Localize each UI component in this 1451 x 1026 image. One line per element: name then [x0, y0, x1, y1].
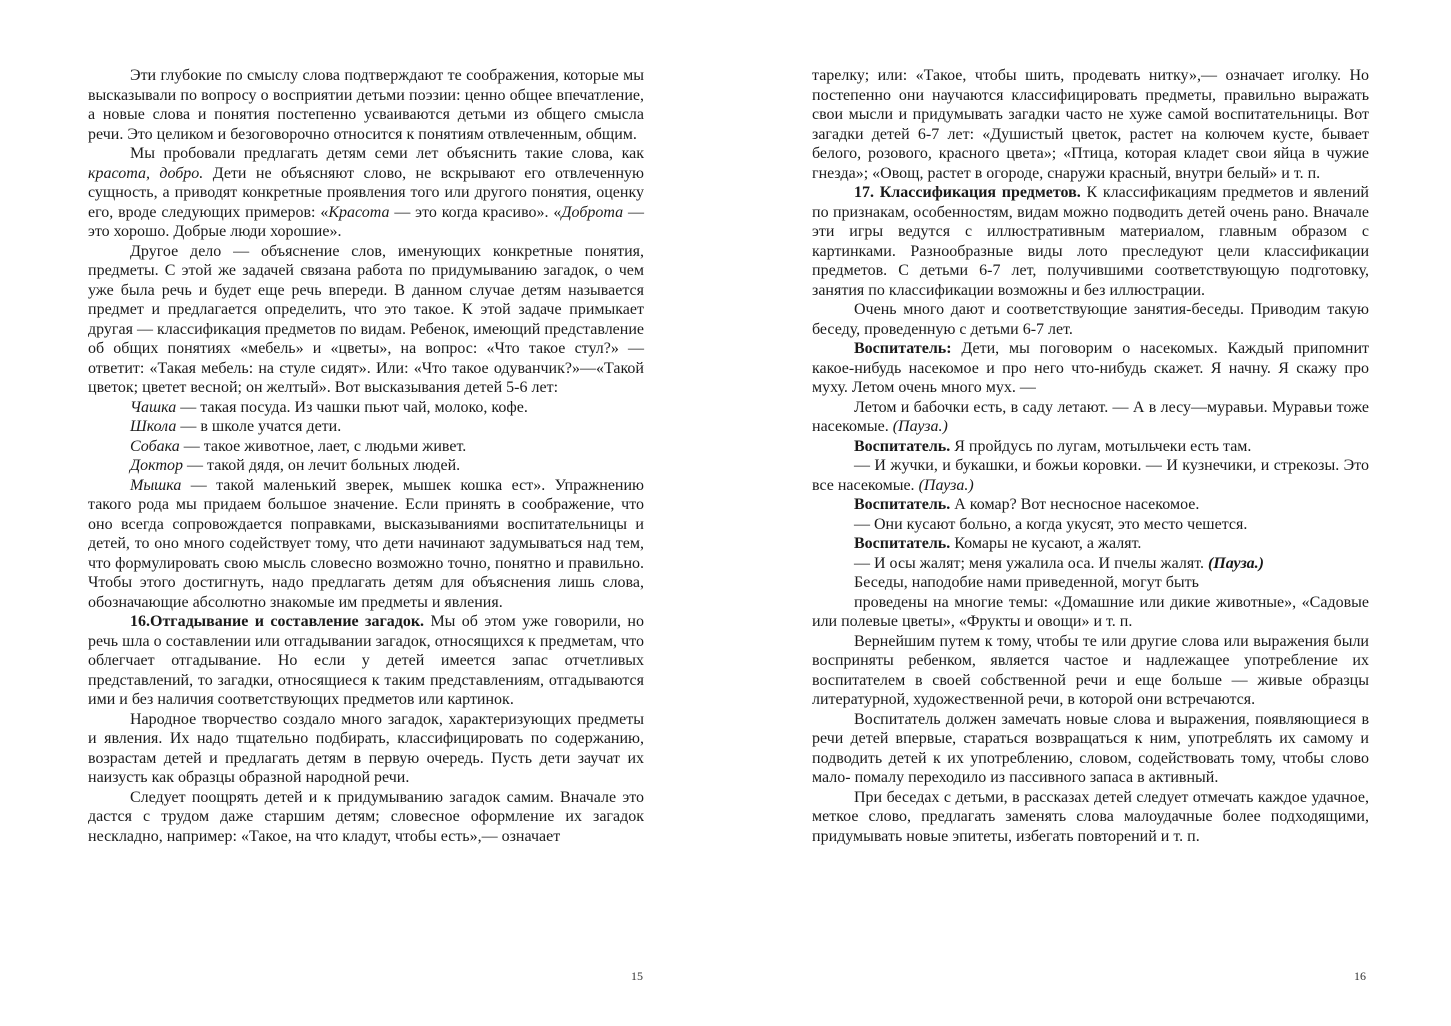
paragraph — [88, 788, 644, 847]
paragraph — [812, 66, 1369, 183]
paragraph — [812, 788, 1369, 847]
text-segment: — такой маленький зверек, мышек кошка ест». Упражнению такого рода мы придаем большое значение. Если принять в соображение, что оно всегда сопровождается поправками, высказываниями воспитательницы и детей, то оно много содействует тому, что дети начинают задумываться над тем, что формулировать свою мысль словесно возможно точно, понятно и правильно. Чтобы этого достигнуть, надо предлагать детям для объяснения лишь слова, обозначающие абсолютно знакомые им предметы и явления. — [88, 476, 644, 611]
text-segment: Мы пробовали предлагать детям семи лет объяснить такие слова, как — [130, 145, 644, 162]
text-segment: Следует поощрять детей и к придумыванию загадок самим. Вначале это дастся с трудом даже старшим детям; словесное оформление их загадок нескладно, например: «Такое, на что кладут, чтобы есть»,— означает — [88, 788, 644, 845]
paragraph — [812, 339, 1369, 398]
text-segment: Собака — [130, 437, 180, 455]
text-segment: — И осы жалят; меня ужалила оса. И пчелы жалят. — [854, 554, 1208, 572]
paragraph — [812, 573, 1369, 593]
text-segment: Воспитатель должен замечать новые слова и выражения, появляющиеся в речи детей впервые, стараться возвращаться к ним, употреблять их самому и подводить детей к их употреблению, словом, содействовать тому, чтобы слово мало- помалу переходило из пассивного запаса в активный. — [812, 710, 1369, 786]
page-number-left: 15 — [631, 969, 643, 983]
text-segment: Эти глубокие по смыслу слова подтверждают те соображения, которые мы высказывали по вопросу о восприятии детьми поэзии: ценно общее впечатление, а новые слова и понятия постепенно усваиваются детьми из общего смысла речи. Это целиком и безоговорочно относится к понятиям отвлеченным, общим. — [88, 67, 644, 143]
text-segment: (Пауза.) — [918, 476, 974, 494]
text-segment: тарелку; или: «Такое, чтобы шить, продевать нитку»,— означает иголку. Но постепенно они научаются классифицировать предметы, правильно выражать свои мысли и придумывать загадки часто не хуже самой воспитательницы. Вот загадки детей 6-7 лет: «Душистый цветок, растет на колючем кусте, бывает белого, розового, красного цвета»; «Птица, которая кладет свои яйца в чужие гнезда»; «Овощ, растет в огороде, снаружи красный, внутри белый» и т. п. — [812, 67, 1369, 182]
paragraph — [812, 515, 1369, 535]
heading-segment: Воспитатель. — [854, 535, 951, 552]
text-segment: Школа — [130, 418, 177, 435]
paragraph — [812, 710, 1369, 788]
paragraph — [812, 183, 1369, 300]
paragraph — [88, 242, 644, 398]
text-segment: Дети, мы поговорим о насекомых. Каждый припомнит какое-нибудь насекомое и про него что-нибудь скажет. Я начну. Я скажу про муху. Летом очень много мух. — — [812, 340, 1369, 396]
text-segment: Красота — [328, 203, 390, 221]
text-segment: Летом и бабочки есть, в саду летают. — А в лесу—муравьи. Муравьи тоже насекомые. — [812, 398, 1369, 435]
paragraph — [88, 476, 644, 613]
text-segment: — это хорошо. Добрые люди хорошие». — [88, 203, 645, 240]
paragraph — [88, 144, 644, 242]
text-segment: Другое дело — объяснение слов, именующих конкретные понятия, предметы. С этой же задачей связана работа по придумыванию загадок, о чем уже была речь и будет еще речь впереди. В данном случае детям называется предмет и предлагается определить, что это такое. К этой задаче примыкает другая — классификация предметов по видам. Ребенок, имеющий представление об общих понятиях «мебель» и «цветы», на вопрос: «Что такое стул?» — ответит: «Такая мебель: на стуле сидят». Или: «Что такое одуванчик?»—«Такой цветок; цветет весной; он желтый». Вот высказывания детей 5-6 лет: — [88, 242, 644, 396]
text-segment: проведены на многие темы: «Домашние или дикие животные», «Садовые или полевые цветы», «Фрукты и овощи» и т. п. — [812, 593, 1369, 630]
left-page-text — [88, 66, 644, 846]
paragraph — [812, 456, 1369, 495]
page-number-right: 16 — [1354, 969, 1366, 983]
text-segment: — такое животное, лает, с людьми живет. — [179, 437, 467, 455]
text-segment: К классификациям предметов и явлений по признакам, особенностям, видам можно подводить детей очень рано. Вначале эти игры ведутся с иллюстративным материалом, главным образом с картинками. Разнообразные виды лото преследуют цели классификации предметов. С детьми 6-7 лет, получившими соответствующую подготовку, занятия по классификации возможны и без иллюстрации. — [812, 184, 1369, 299]
text-segment: — такая посуда. Из чашки пьют чай, молоко, кофе. — [176, 398, 528, 416]
text-segment: — Они кусают больно, а когда укусят, это место чешется. — [854, 515, 1248, 533]
text-segment: — в школе учатся дети. — [176, 418, 342, 435]
text-segment: А комар? Вот несносное насекомое. — [950, 496, 1200, 513]
text-segment: Вернейшим путем к тому, чтобы те или другие слова или выражения были восприняты ребенком, является частое и надлежащее употребление их воспитателем в своей собственной речи и еще больше — живые образцы литературной, художественной речи, в которой они встречаются. — [812, 632, 1369, 708]
heading-segment: Воспитатель. — [854, 437, 951, 455]
text-segment: Беседы, наподобие нами приведенной, могут быть — [854, 574, 1199, 591]
paragraph — [812, 632, 1369, 710]
text-segment: красота, добро. — [88, 164, 204, 182]
text-segment: Доброта — [561, 203, 624, 221]
paragraph — [88, 398, 644, 418]
text-segment: — И жучки, и букашки, и божьи коровки. — И кузнечики, и стрекозы. Это все насекомые. — [812, 457, 1369, 494]
right-page-text — [812, 66, 1369, 846]
paragraph — [88, 437, 644, 457]
paragraph — [812, 593, 1369, 632]
paragraph — [812, 554, 1369, 574]
heading-segment: Воспитатель. — [854, 496, 951, 513]
paragraph — [812, 495, 1369, 515]
heading-segment: 16.Отгадывание и составление загадок. — [130, 613, 425, 630]
text-segment: — это когда красиво». « — [389, 203, 562, 221]
text-segment: Я пройдусь по лугам, мотыльчеки есть там. — [950, 437, 1252, 455]
paragraph — [88, 417, 644, 437]
text-segment: Мышка — [130, 476, 182, 494]
paragraph — [88, 612, 644, 710]
paragraph — [88, 456, 644, 476]
heading-segment: 17. Классификация предметов. — [854, 184, 1081, 201]
text-segment: Дети не объясняют слово, не вскрывают его отвлеченную сущность, а приводят конкретные проявления того или другого понятия, оценку его, вроде следующих примеров: « — [88, 164, 644, 221]
text-segment: Комары не кусают, а жалят. — [950, 535, 1142, 552]
paragraph — [88, 66, 644, 144]
paragraph — [812, 300, 1369, 339]
paragraph — [88, 710, 644, 788]
text-segment: Доктор — [130, 457, 184, 474]
text-segment: При беседах с детьми, в рассказах детей следует отмечать каждое удачное, меткое слово, предлагать заменять слова малоудачные более подходящими, придумывать новые эпитеты, избегать повторений и т. п. — [812, 788, 1369, 845]
text-segment: (Пауза.) — [892, 418, 948, 435]
text-segment: (Пауза.) — [1207, 554, 1265, 572]
text-segment: Очень много дают и соответствующие занятия-беседы. Приводим такую беседу, проведенную с детьми 6-7 лет. — [812, 301, 1369, 338]
text-segment: — такой дядя, он лечит больных людей. — [183, 457, 461, 474]
paragraph — [812, 534, 1369, 554]
paragraph — [812, 398, 1369, 437]
paragraph — [812, 437, 1369, 457]
text-segment: Чашка — [130, 398, 177, 416]
text-segment: Народное творчество создало много загадок, характеризующих предметы и явления. Их надо тщательно подбирать, классифицировать по содержанию, возрастам детей и предлагать детям в первую очередь. Пусть дети заучат их наизусть как образцы образной народной речи. — [88, 710, 644, 786]
text-segment: Мы об этом уже говорили, но речь шла о составлении или отгадывании загадок, относящихся к предметам, что облегчает отгадывание. Но если у детей имеется запас отчетливых представлений, то загадки, относящиеся к таким представлениям, отгадываются ими и без наличия соответствующих предметов или картинок. — [88, 613, 644, 708]
heading-segment: Воспитатель: — [854, 340, 952, 357]
